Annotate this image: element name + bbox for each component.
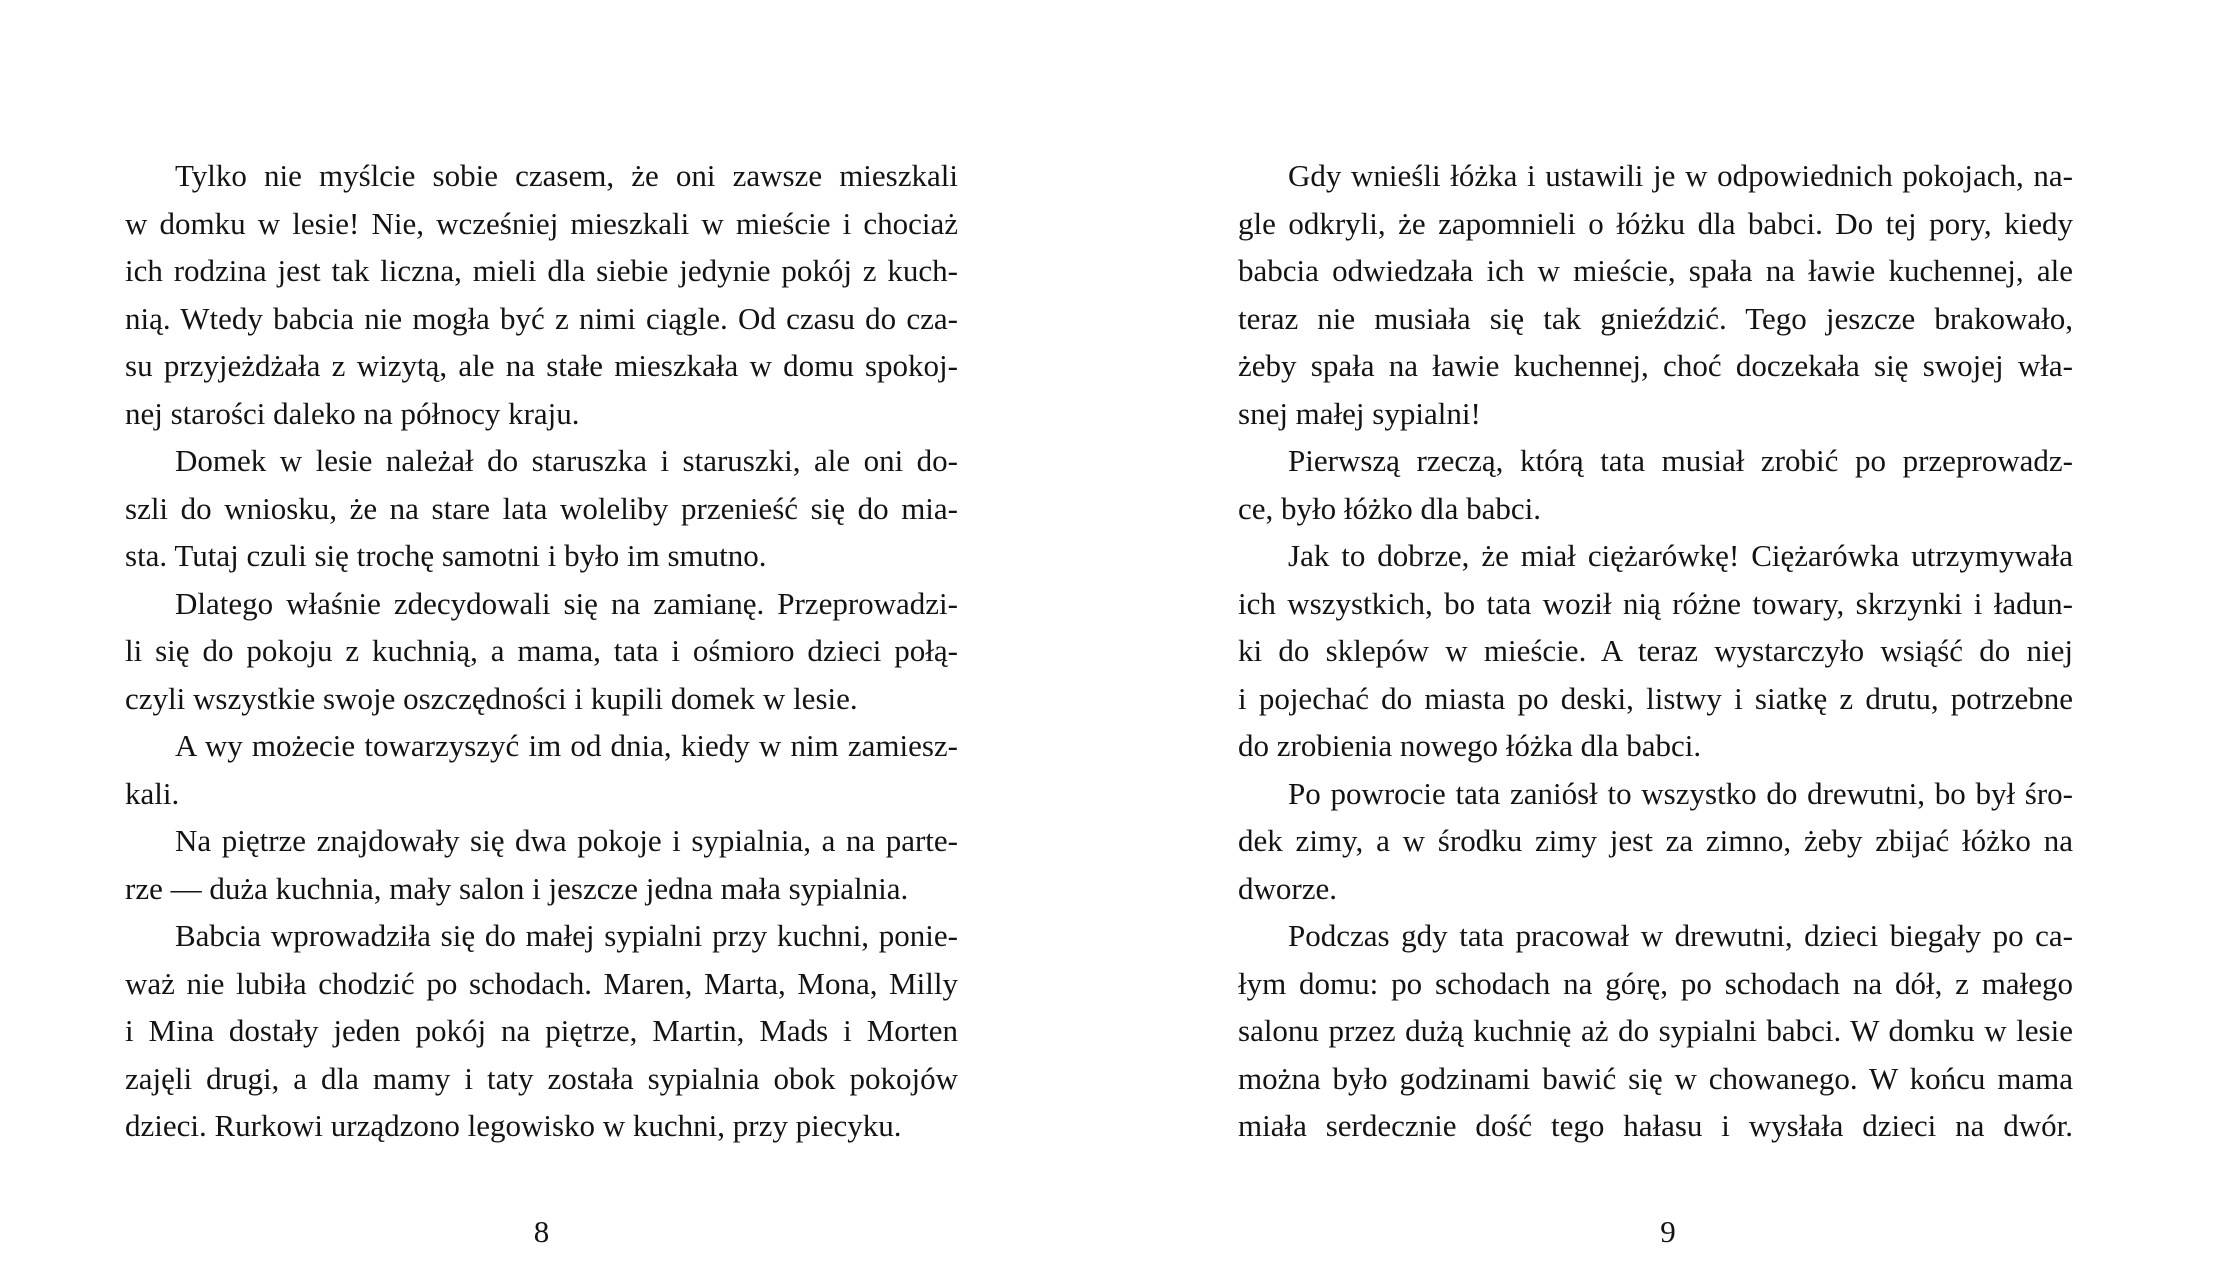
text-line: babcia odwiedzała ich w mieście, spała na ławie kuchennej, ale bbox=[1238, 253, 2073, 288]
text-line: gle odkryli, że zapomnieli o łóżku dla babci. Do tej pory, kiedy bbox=[1238, 205, 2073, 241]
text-line: Na piętrze znajdowały się dwa pokoje i sypialnia, a na parte- bbox=[175, 823, 958, 858]
text-line: Podczas gdy tata pracował w drewutni, dzieci biegały po ca- bbox=[1288, 918, 2073, 953]
text-line: miała serdecznie dość tego hałasu i wysłała dzieci na dwór. bbox=[1238, 1108, 2073, 1143]
text-line: można było godzinami bawić się w chowanego. W końcu mama bbox=[1238, 1060, 2073, 1096]
text-line: łym domu: po schodach na górę, po schodach na dół, z małego bbox=[1238, 965, 2073, 1001]
text-line: czyli wszystkie swoje oszczędności i kupili domek w lesie. bbox=[125, 680, 858, 716]
right-page bbox=[1109, 0, 2218, 1264]
text-line: teraz nie musiała się tak gnieździć. Tego jeszcze brakowało, bbox=[1238, 300, 2073, 336]
text-line: Tylko nie myślcie sobie czasem, że oni zawsze mieszkali bbox=[175, 158, 958, 193]
text-line: dzieci. Rurkowi urządzono legowisko w kuchni, przy piecyku. bbox=[125, 1108, 902, 1143]
right-page-number: 9 bbox=[1660, 1214, 1676, 1249]
text-line: Gdy wnieśli łóżka i ustawili je w odpowiednich pokojach, na- bbox=[1288, 158, 2073, 193]
text-line: ich rodzina jest tak liczna, mieli dla siebie jedynie pokój z kuch- bbox=[125, 253, 958, 288]
text-line: Pierwszą rzeczą, którą tata musiał zrobić po przeprowadz- bbox=[1288, 443, 2073, 478]
text-line: ce, było łóżko dla babci. bbox=[1238, 490, 1542, 526]
text-line: ki do sklepów w mieście. A teraz wystarczyło wsiąść do niej bbox=[1238, 633, 2073, 668]
text-line: li się do pokoju z kuchnią, a mama, tata i ośmioro dzieci połą- bbox=[125, 633, 958, 668]
text-line: waż nie lubiła chodzić po schodach. Maren, Marta, Mona, Milly bbox=[125, 965, 958, 1001]
text-line: do zrobienia nowego łóżka dla babci. bbox=[1238, 728, 1702, 763]
text-line: snej małej sypialni! bbox=[1238, 395, 1481, 431]
text-line: su przyjeżdżała z wizytą, ale na stałe mieszkała w domu spokoj- bbox=[125, 348, 958, 383]
text-line: sta. Tutaj czuli się trochę samotni i było im smutno. bbox=[125, 538, 767, 573]
text-line: żeby spała na ławie kuchennej, choć doczekała się swojej wła- bbox=[1238, 348, 2073, 383]
text-line: dworze. bbox=[1238, 870, 1337, 906]
text-line: kali. bbox=[125, 775, 180, 811]
text-line: Dlatego właśnie zdecydowali się na zamianę. Przeprowadzi- bbox=[175, 585, 958, 621]
text-line: salonu przez dużą kuchnię aż do sypialni babci. W domku w lesie bbox=[1238, 1013, 2073, 1048]
text-line: szli do wniosku, że na stare lata woleliby przenieść się do mia- bbox=[125, 490, 958, 526]
text-line: i pojechać do miasta po deski, listwy i siatkę z drutu, potrzebne bbox=[1238, 680, 2073, 716]
text-line: Domek w lesie należał do staruszka i staruszki, ale oni do- bbox=[175, 443, 958, 478]
text-line: nej starości daleko na północy kraju. bbox=[125, 395, 580, 431]
text-line: Babcia wprowadziła się do małej sypialni przy kuchni, ponie- bbox=[175, 918, 958, 953]
right-page-text bbox=[1238, 152, 2073, 1150]
left-page-number: 8 bbox=[533, 1214, 550, 1249]
text-line: i Mina dostały jeden pokój na piętrze, Martin, Mads i Morten bbox=[125, 1013, 958, 1048]
text-line: Jak to dobrze, że miał ciężarówkę! Ciężarówka utrzymywała bbox=[1288, 538, 2073, 573]
text-line: Po powrocie tata zaniósł to wszystko do drewutni, bo był śro- bbox=[1288, 775, 2073, 811]
text-line: dek zimy, a w środku zimy jest za zimno, żeby zbijać łóżko na bbox=[1238, 823, 2073, 858]
text-line: w domku w lesie! Nie, wcześniej mieszkali w mieście i chociaż bbox=[125, 205, 958, 241]
text-line: rze — duża kuchnia, mały salon i jeszcze jedna mała sypialnia. bbox=[125, 870, 909, 906]
text-line: ich wszystkich, bo tata woził nią różne towary, skrzynki i ładun- bbox=[1238, 585, 2073, 621]
left-page-text bbox=[125, 152, 958, 1150]
text-line: zajęli drugi, a dla mamy i taty została sypialnia obok pokojów bbox=[125, 1060, 958, 1096]
text-line: A wy możecie towarzyszyć im od dnia, kiedy w nim zamiesz- bbox=[175, 728, 958, 763]
text-line: nią. Wtedy babcia nie mogła być z nimi ciągle. Od czasu do cza- bbox=[125, 300, 958, 336]
